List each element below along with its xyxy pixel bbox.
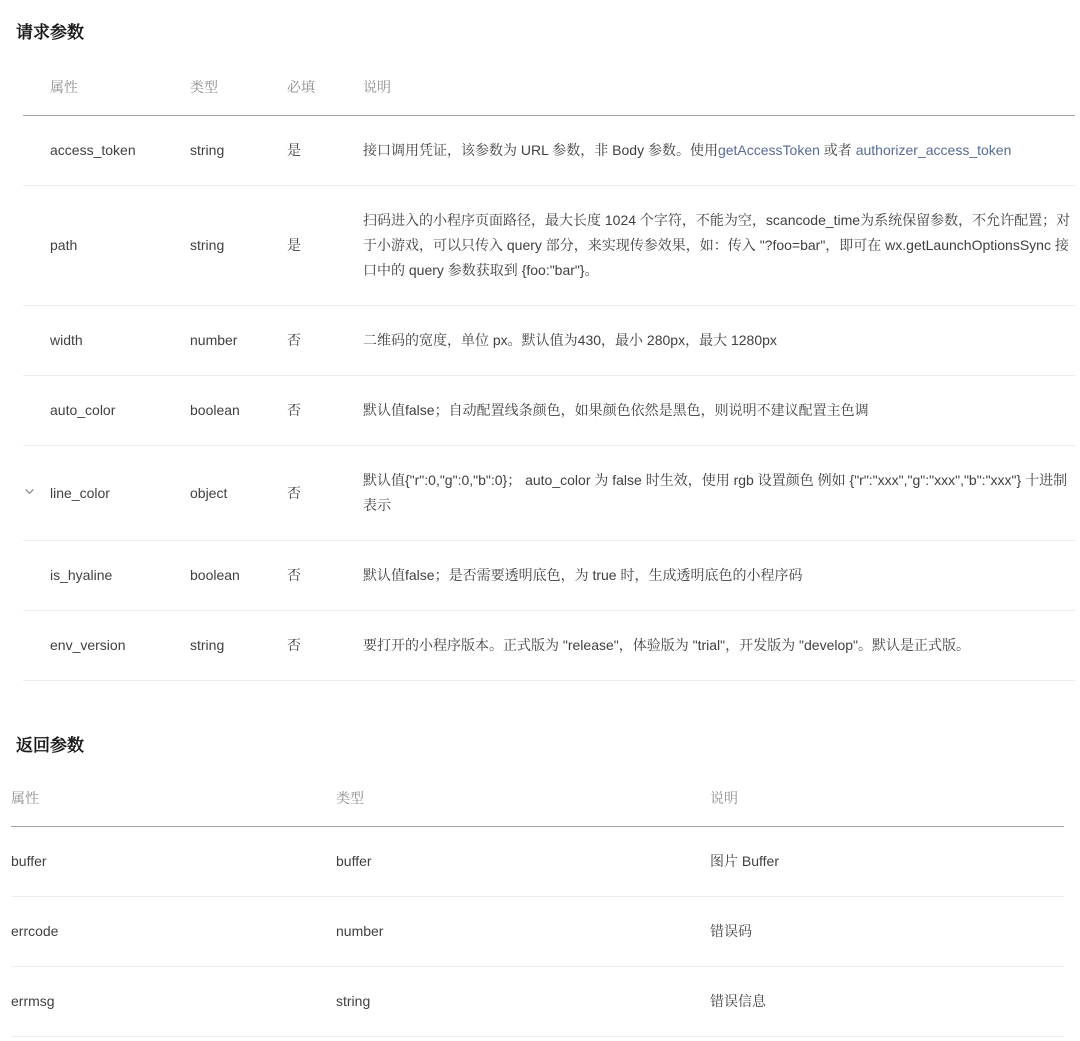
param-required: 否	[287, 484, 301, 501]
param-required: 是	[287, 237, 301, 253]
param-description: 默认值false；自动配置线条颜色，如果颜色依然是黑色，则说明不建议配置主色调	[363, 402, 869, 418]
param-required: 否	[287, 567, 301, 583]
param-description: 默认值{"r":0,"g":0,"b":0}； auto_color 为 false 时生效，使用 rgb 设置颜色 例如 {"r":"xxx","g":"xxx","b":"xxx"} 十进制表示	[363, 472, 1068, 513]
col-header-desc: 说明	[363, 79, 391, 95]
col-header-required: 必填	[287, 79, 315, 95]
table-row-buffer	[11, 827, 1064, 897]
col-header-type: 类型	[190, 79, 218, 95]
description-text: 或者	[819, 142, 856, 158]
authorizer-access-token-link[interactable]: authorizer_access_token	[855, 142, 1012, 158]
param-type: boolean	[190, 567, 240, 583]
param-description: 错误码	[710, 923, 752, 939]
request-table-header	[23, 65, 1075, 116]
param-description: 图片 Buffer	[710, 853, 779, 869]
param-type: boolean	[190, 402, 240, 418]
table-row-is-hyaline	[23, 541, 1075, 611]
param-name: buffer	[11, 853, 47, 869]
col-header-desc: 说明	[710, 790, 738, 806]
param-description	[363, 138, 1075, 163]
param-name: path	[50, 237, 78, 253]
param-description: 二维码的宽度，单位 px。默认值为430，最小 280px，最大 1280px	[363, 332, 777, 348]
table-row-access-token	[23, 116, 1075, 186]
param-description: 要打开的小程序版本。正式版为 "release"，体验版为 "trial"，开发版为 "develop"。默认是正式版。	[363, 637, 971, 653]
param-description: 默认值false；是否需要透明底色，为 true 时，生成透明底色的小程序码	[363, 567, 803, 583]
table-row-width	[23, 306, 1075, 376]
param-required: 否	[287, 332, 301, 348]
description-text: 接口调用凭证，该参数为 URL 参数，非 Body 参数。使用	[363, 142, 718, 158]
response-table-header	[11, 776, 1064, 827]
param-type: buffer	[336, 853, 372, 869]
table-row-auto-color	[23, 376, 1075, 446]
table-row-errmsg	[11, 967, 1064, 1037]
table-row-errcode	[11, 897, 1064, 967]
param-required: 否	[287, 637, 301, 653]
param-required: 否	[287, 402, 301, 418]
table-row-path	[23, 186, 1075, 306]
param-description: 错误信息	[710, 993, 766, 1009]
table-row-line-color	[23, 446, 1075, 541]
param-name: auto_color	[50, 402, 116, 418]
param-name: access_token	[50, 142, 136, 158]
request-params-title: 请求参数	[16, 23, 84, 42]
param-type: number	[336, 923, 384, 939]
param-name: errcode	[11, 923, 59, 939]
param-type: string	[190, 637, 225, 653]
param-name: env_version	[50, 637, 126, 653]
param-type: number	[190, 332, 238, 348]
param-required: 是	[287, 142, 301, 158]
param-type: string	[190, 142, 225, 158]
col-header-prop: 属性	[11, 790, 39, 806]
param-type: string	[190, 237, 225, 253]
param-type: string	[336, 993, 371, 1009]
get-access-token-link[interactable]: getAccessToken	[717, 142, 820, 158]
param-name: is_hyaline	[50, 567, 113, 583]
param-type: object	[190, 484, 228, 501]
param-name: errmsg	[11, 993, 55, 1009]
param-description: 扫码进入的小程序页面路径，最大长度 1024 个字符，不能为空，scancode_time为系统保留参数，不允许配置；对于小游戏，可以只传入 query 部分，来实现传参效果，如：传入 "?foo=bar"，即可在 wx.getLaunchOptionsSync 接口中的 query 参数获取到 {foo:"bar"}。	[363, 212, 1071, 278]
expand-cell	[23, 481, 50, 506]
response-params-table	[11, 776, 1064, 1037]
response-params-title: 返回参数	[16, 736, 84, 755]
col-header-type: 类型	[336, 790, 364, 806]
chevron-down-icon[interactable]	[23, 481, 36, 506]
request-params-table	[23, 65, 1075, 681]
param-name: line_color	[50, 484, 110, 501]
col-header-prop: 属性	[50, 79, 78, 95]
param-name: width	[50, 332, 83, 348]
table-row-env-version	[23, 611, 1075, 681]
